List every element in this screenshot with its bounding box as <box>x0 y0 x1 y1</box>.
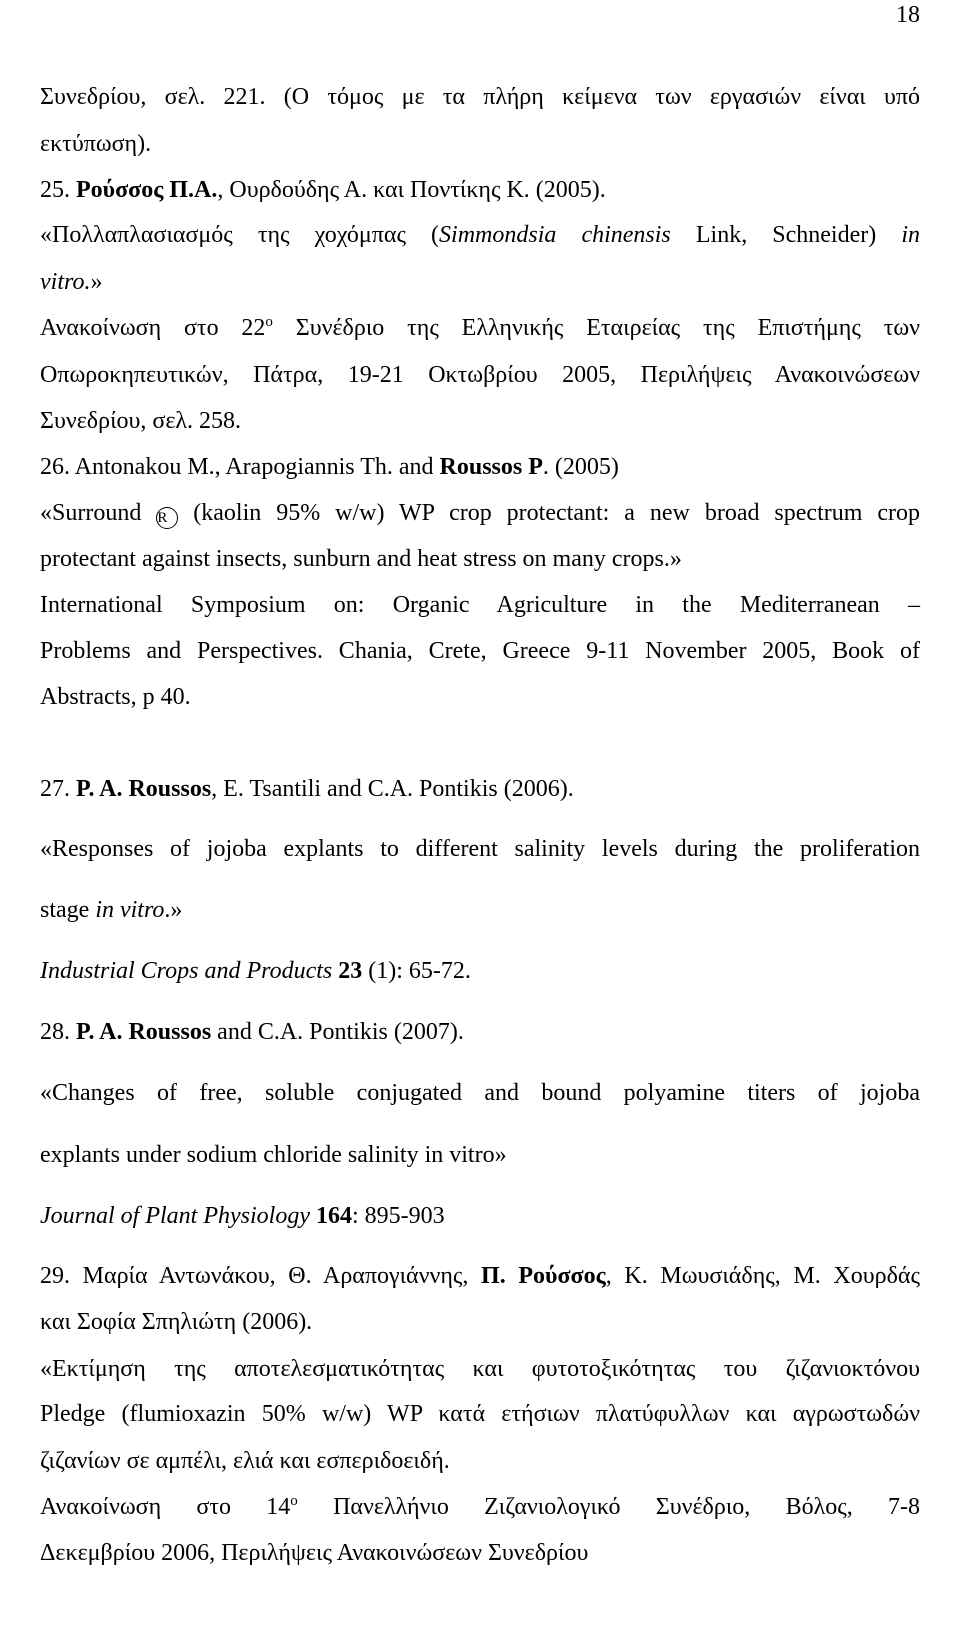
ref-venue-line: Abstracts, p 40. <box>40 684 191 710</box>
ref-venue-line: International Symposium on: Organic Agriculture in the Mediterranean – <box>40 592 920 618</box>
ref-title-line: «Surround R (kaolin 95% w/w) WP crop protectant: a new broad spectrum crop <box>40 498 920 529</box>
ref-venue-line: Δεκεμβρίου 2006, Περιλήψεις Ανακοινώσεων Συνεδρίου <box>40 1540 589 1566</box>
author-bold: P. A. Roussos <box>76 776 212 802</box>
ref-line: Συνεδρίου, σελ. 221. (Ο τόμος με τα πλήρη κείμενα των εργασιών είναι υπό <box>40 84 920 110</box>
ref-title-line: «Changes of free, soluble conjugated and bound polyamine titers of jojoba <box>40 1080 920 1106</box>
registered-symbol-icon: R <box>156 507 178 529</box>
ref-26-header: 26. Antonakou M., Arapogiannis Th. and Roussos P. (2005) <box>40 454 619 480</box>
author-bold: Π. Ρούσσος <box>481 1263 606 1289</box>
ref-journal-line: Industrial Crops and Products 23 (1): 65-72. <box>40 958 471 984</box>
ref-27-header: 27. P. A. Roussos, E. Tsantili and C.A. Pontikis (2006). <box>40 776 574 802</box>
ref-venue-line: Συνεδρίου, σελ. 258. <box>40 408 242 434</box>
ref-29-header: 29. Μαρία Αντωνάκου, Θ. Αραπογιάννης, Π. Ρούσσος, Κ. Μωυσιάδης, Μ. Χουρδάς <box>40 1263 920 1289</box>
ref-title-line: «Responses of jojoba explants to different salinity levels during the proliferation <box>40 836 920 862</box>
ref-title-line: «Πολλαπλασιασμός της χοχόμπας (Simmondsia chinensis Link, Schneider) in <box>40 222 920 248</box>
ref-25-header: 25. Ρούσσος Π.Α., Ουρδούδης Α. και Ποντίκης Κ. (2005). <box>40 177 606 203</box>
ref-venue-line: Ανακοίνωση στο $14^o$ Πανελλήνιο Ζιζανιολογικό Συνέδριο, Βόλος, 7-8 <box>40 1493 920 1520</box>
ref-28-header: 28. P. A. Roussos and C.A. Pontikis (2007). <box>40 1019 464 1045</box>
ref-title-line: «Εκτίμηση της αποτελεσματικότητας και φυτοτοξικότητας του ζιζανιοκτόνου <box>40 1356 920 1382</box>
page-number: 18 <box>896 2 920 28</box>
ref-title-line: explants under sodium chloride salinity in vitro» <box>40 1142 507 1168</box>
ref-venue-line: Οπωροκηπευτικών, Πάτρα, 19-21 Οκτωβρίου 2005, Περιλήψεις Ανακοινώσεων <box>40 362 920 388</box>
ref-line: εκτύπωση). <box>40 131 152 157</box>
ref-title-line: protectant against insects, sunburn and heat stress on many crops.» <box>40 546 682 572</box>
ref-author-line: και Σοφία Σπηλιώτη (2006). <box>40 1309 313 1335</box>
ref-title-line: ζιζανίων σε αμπέλι, ελιά και εσπεριδοειδή. <box>40 1448 450 1474</box>
ref-journal-line: Journal of Plant Physiology 164: 895-903 <box>40 1203 445 1229</box>
ref-venue-line: Ανακοίνωση στο $22^o$ Συνέδριο της Ελληνικής Εταιρείας της Επιστήμης των <box>40 314 921 341</box>
author-bold: Roussos P <box>439 454 543 480</box>
ref-title-line: vitro.» <box>40 269 103 295</box>
ref-title-line: stage in vitro.» <box>40 897 183 923</box>
author-bold: P. A. Roussos <box>76 1019 212 1045</box>
author-bold: Ρούσσος Π.Α. <box>76 177 218 203</box>
ref-venue-line: Problems and Perspectives. Chania, Crete, Greece 9-11 November 2005, Book of <box>40 638 920 664</box>
ref-title-line: Pledge (flumioxazin 50% w/w) WP κατά ετήσιων πλατύφυλλων και αγρωστωδών <box>40 1401 920 1427</box>
